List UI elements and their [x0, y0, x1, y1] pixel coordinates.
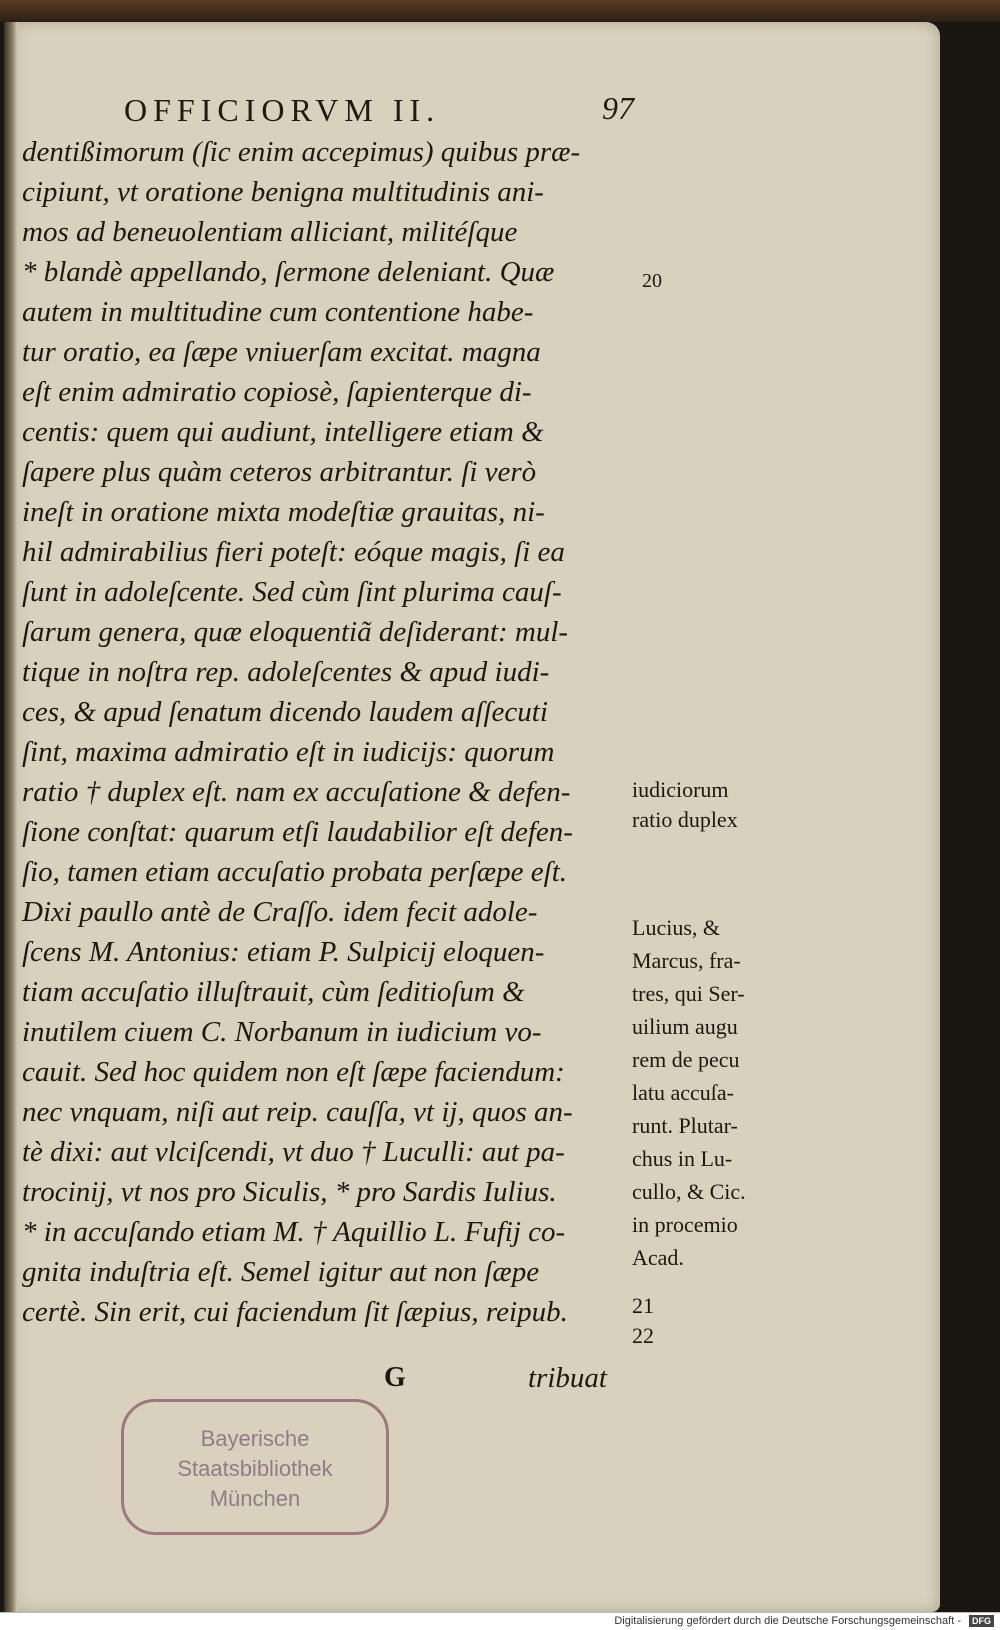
- margin-line: rem de pecu: [632, 1047, 740, 1072]
- book-page: [4, 22, 940, 1612]
- library-stamp: [121, 1399, 389, 1535]
- page-number: 97: [602, 90, 634, 126]
- margin-line: Marcus, fra-: [632, 948, 741, 973]
- stamp-line: Bayerische: [200, 1426, 310, 1451]
- text-line: ratio † duplex eſt. nam ex accuſatione & defen-: [22, 776, 571, 808]
- text-line: certè. Sin erit, cui faciendum ſit ſæpius, reipub.: [22, 1296, 568, 1328]
- top-edge: [0, 0, 1000, 22]
- margin-line: latu accuſa-: [632, 1080, 734, 1105]
- text-line: cauit. Sed hoc quidem non eſt ſæpe faciendum:: [22, 1056, 565, 1088]
- margin-line: Acad.: [632, 1245, 684, 1270]
- text-line: * blandè appellando, ſermone deleniant. Quæ: [22, 256, 555, 288]
- marginal-number-22: 22: [632, 1323, 654, 1348]
- catchword: tribuat: [528, 1362, 607, 1394]
- text-line: ſunt in adoleſcente. Sed cùm ſint plurima cauſ-: [22, 576, 562, 608]
- text-line: ineſt in oratione mixta modeſtiæ grauitas, ni-: [22, 496, 545, 528]
- stamp-line: Staatsbibliothek: [177, 1456, 333, 1481]
- text-line: hil admirabilius fieri poteſt: eóque magis, ſi ea: [22, 536, 565, 568]
- text-line: mos ad beneuolentiam alliciant, militéſque: [22, 216, 518, 248]
- text-line: gnita induſtria eſt. Semel igitur aut non ſæpe: [22, 1256, 540, 1288]
- margin-line: cullo, & Cic.: [632, 1179, 746, 1204]
- running-title: OFFICIORVM II.: [124, 92, 441, 128]
- margin-line: uilium augu: [632, 1014, 738, 1039]
- margin-line: Lucius, &: [632, 915, 720, 940]
- text-line: autem in multitudine cum contentione habe-: [22, 296, 534, 328]
- dfg-logo-icon: DFG: [969, 1615, 994, 1627]
- margin-line: iudiciorum: [632, 777, 729, 802]
- marginal-number-20: 20: [642, 270, 662, 292]
- text-line: tur oratio, ea ſæpe vniuerſam excitat. magna: [22, 336, 541, 368]
- margin-line: in procemio: [632, 1212, 738, 1237]
- text-line: ſarum genera, quæ eloquentiã deſiderant: mul-: [22, 616, 569, 648]
- text-line: Dixi paullo antè de Craſſo. idem fecit adole-: [22, 896, 538, 928]
- text-line: centis: quem qui audiunt, intelligere etiam &: [22, 416, 544, 448]
- digitization-footer: [0, 1612, 1000, 1630]
- text-line: ſint, maxima admiratio eſt in iudicijs: quorum: [22, 736, 555, 768]
- text-line: ſcens M. Antonius: etiam P. Sulpicij eloquen-: [22, 936, 545, 968]
- text-line: * in accuſando etiam M. † Aquillio L. Fufij co-: [22, 1216, 566, 1248]
- signature-mark: G: [384, 1362, 406, 1393]
- text-line: ſione conſtat: quarum etſi laudabilior eſt defen-: [22, 816, 573, 848]
- text-line: tique in noſtra rep. adoleſcentes & apud iudi-: [22, 656, 550, 688]
- page-spine-shadow: [4, 22, 18, 1612]
- text-line: ſio, tamen etiam accuſatio probata perſæpe eſt.: [22, 856, 568, 888]
- text-line: nec vnquam, niſi aut reip. cauſſa, vt ij, quos an-: [22, 1096, 573, 1128]
- margin-line: runt. Plutar-: [632, 1113, 738, 1138]
- margin-line: ratio duplex: [632, 807, 738, 832]
- text-line: tiam accuſatio illuſtrauit, cùm ſeditioſum &: [22, 976, 525, 1008]
- marginal-number-21: 21: [632, 1293, 654, 1318]
- text-line: ſapere plus quàm ceteros arbitrantur. ſi verò: [22, 456, 537, 488]
- text-line: dentißimorum (ſic enim accepimus) quibus præ-: [22, 136, 581, 168]
- text-line: tè dixi: aut vlciſcendi, vt duo † Luculli: aut pa-: [22, 1136, 565, 1168]
- text-line: eſt enim admiratio copiosè, ſapienterque di-: [22, 376, 532, 408]
- margin-line: chus in Lu-: [632, 1146, 733, 1171]
- text-line: trocinij, vt nos pro Siculis, * pro Sardis Iulius.: [22, 1176, 557, 1208]
- stamp-line: München: [209, 1486, 301, 1511]
- text-line: ces, & apud ſenatum dicendo laudem aſſecuti: [22, 696, 548, 728]
- footer-text: Digitalisierung gefördert durch die Deutsche Forschungsgemeinschaft -: [614, 1615, 961, 1627]
- text-line: inutilem ciuem C. Norbanum in iudicium vo-: [22, 1016, 542, 1048]
- text-line: cipiunt, vt oratione benigna multitudinis ani-: [22, 176, 544, 208]
- margin-line: tres, qui Ser-: [632, 981, 745, 1006]
